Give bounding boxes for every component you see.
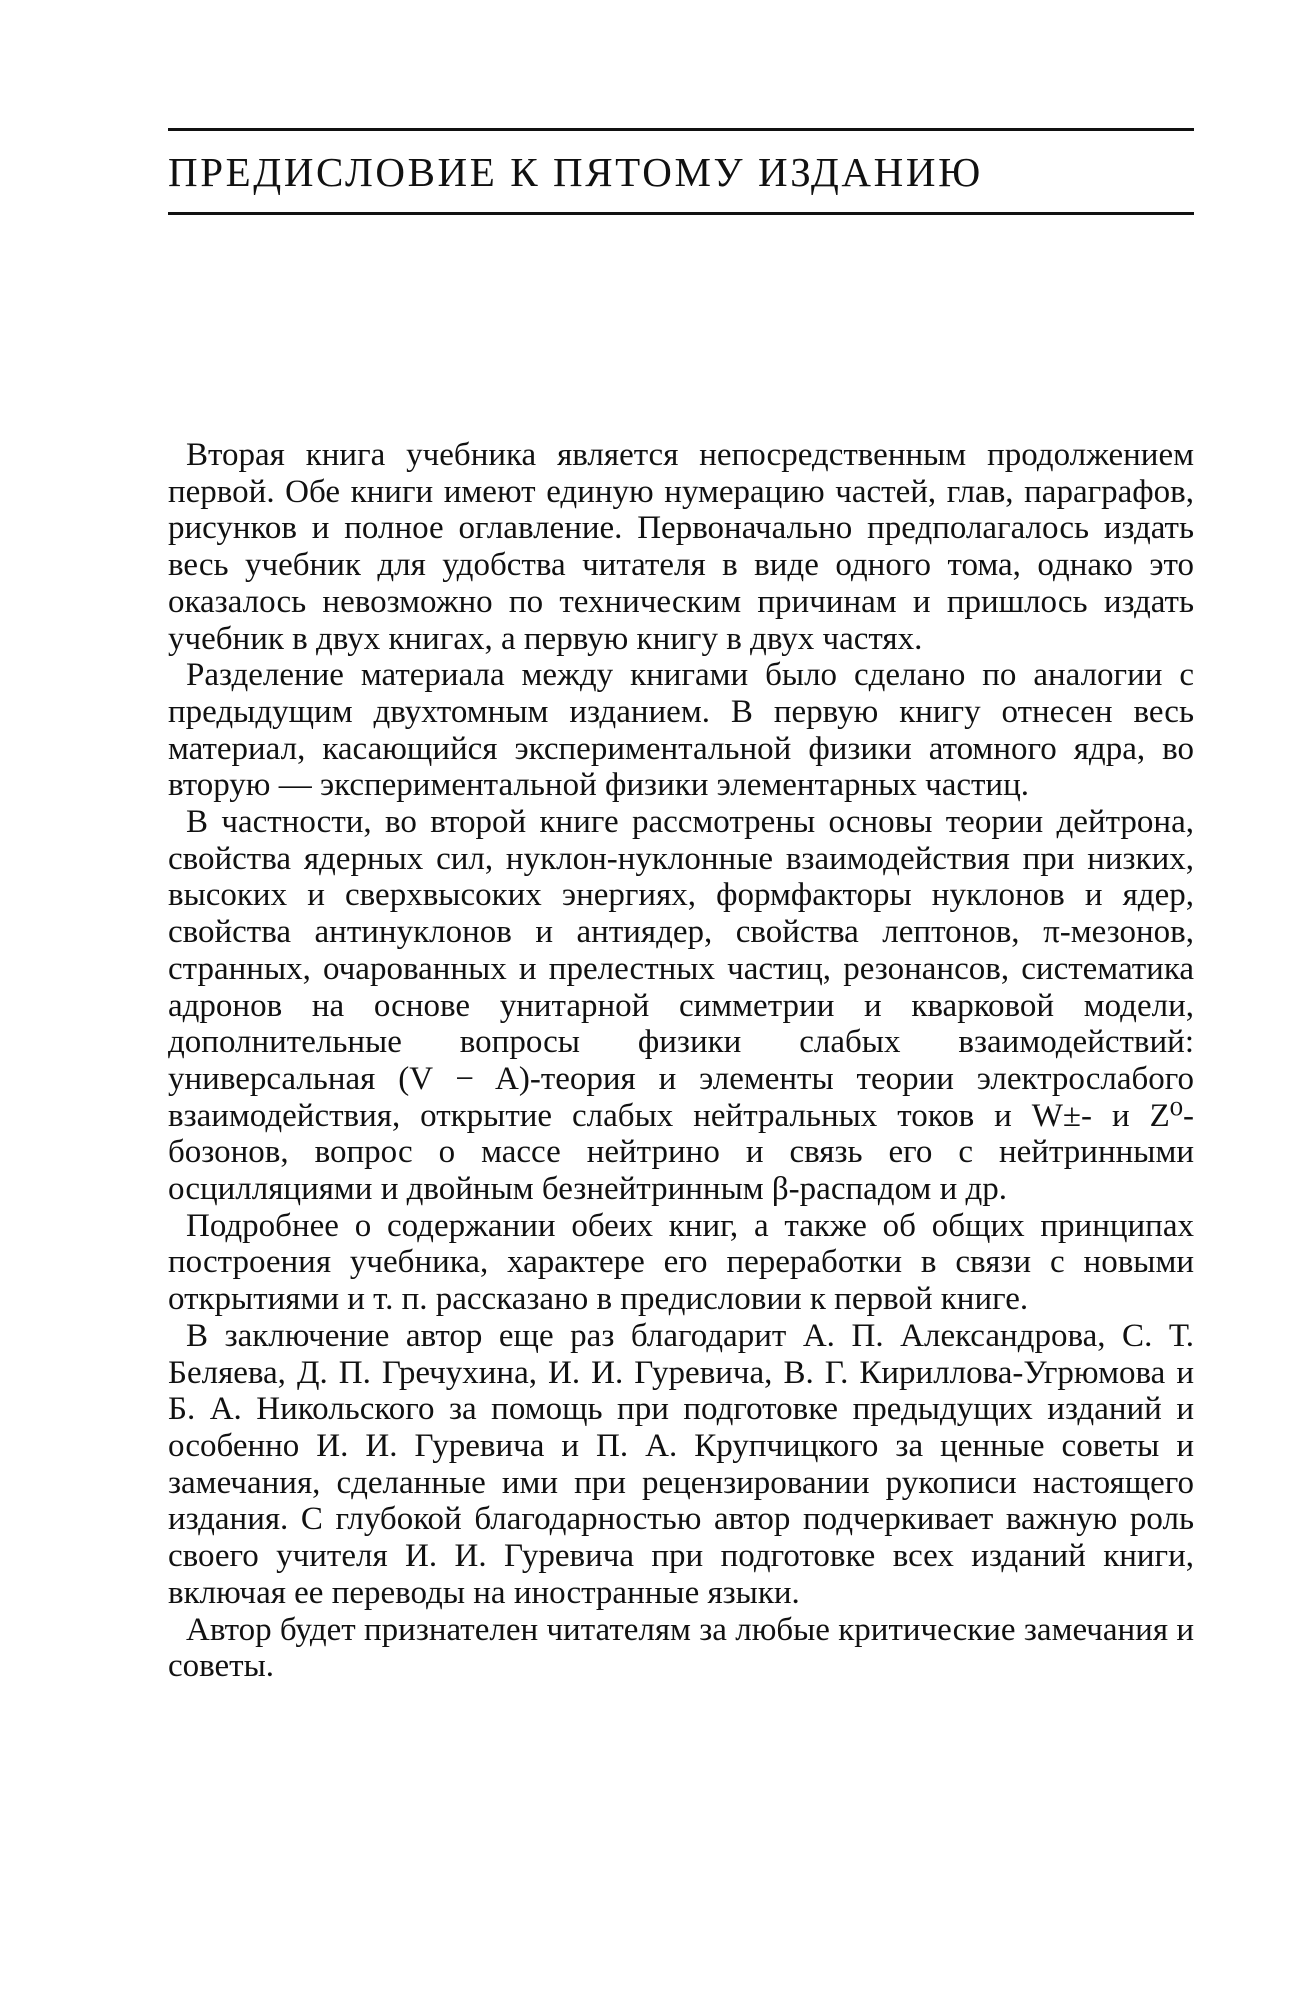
paragraph-division: Разделение материала между книгами было сделано по аналогии с предыдущим двухтомным изданием. В первую книгу отнесен весь материал, касающийся экспериментальной физики атомного ядра, во вторую — экспериментальной физики элементарных частиц. [168,657,1194,804]
heading-top-rule [168,128,1194,131]
paragraph-contents: В частности, во второй книге рассмотрены основы теории дейтрона, свойства ядерных сил, нуклон-нуклонные взаимодействия при низких, высоких и сверхвысоких энергиях, формфакторы нуклонов и ядер, свойства антинуклонов и антиядер, свойства лептонов, π-мезонов, странных, очарованных и прелестных частиц, резонансов, систематика адронов на основе унитарной симметрии и кварковой модели, дополнительные вопросы физики слабых взаимодействий: универсальная (V − A)-теория и элементы теории электрослабого взаимодействия, открытие слабых нейтральных токов и W±- и Z⁰-бозонов, вопрос о массе нейтрино и связь его с нейтринными осцилляциями и двойным безнейтринным β-распадом и др. [168,804,1194,1208]
page-title: ПРЕДИСЛОВИЕ К ПЯТОМУ ИЗДАНИЮ [168,149,983,195]
paragraph-closing: Автор будет признателен читателям за любые критические замечания и советы. [168,1611,1194,1685]
paragraph-continuation: Вторая книга учебника является непосредственным продолжением первой. Обе книги имеют единую нумерацию частей, глав, параграфов, рисунков и полное оглавление. Первоначально предполагалось издать весь учебник для удобства читателя в виде одного тома, однако это оказалось невозможно по техническим причинам и пришлось издать учебник в двух книгах, а первую книгу в двух частях. [168,437,1194,657]
preface-body [168,437,1194,1685]
heading-bottom-rule [168,212,1194,215]
paragraph-details: Подробнее о содержании обеих книг, а также об общих принципах построения учебника, характере его переработки в связи с новыми открытиями и т. п. рассказано в предисловии к первой книге. [168,1207,1194,1318]
paragraph-acknowledgements: В заключение автор еще раз благодарит А. П. Александрова, С. Т. Беляева, Д. П. Гречухина, И. И. Гуревича, В. Г. Кириллова-Угрюмова и Б. А. Никольского за помощь при подготовке предыдущих изданий и особенно И. И. Гуревича и П. А. Крупчицкого за ценные советы и замечания, сделанные ими при рецензировании рукописи настоящего издания. С глубокой благодарностью автор подчеркивает важную роль своего учителя И. И. Гуревича при подготовке всех изданий книги, включая ее переводы на иностранные языки. [168,1317,1194,1611]
